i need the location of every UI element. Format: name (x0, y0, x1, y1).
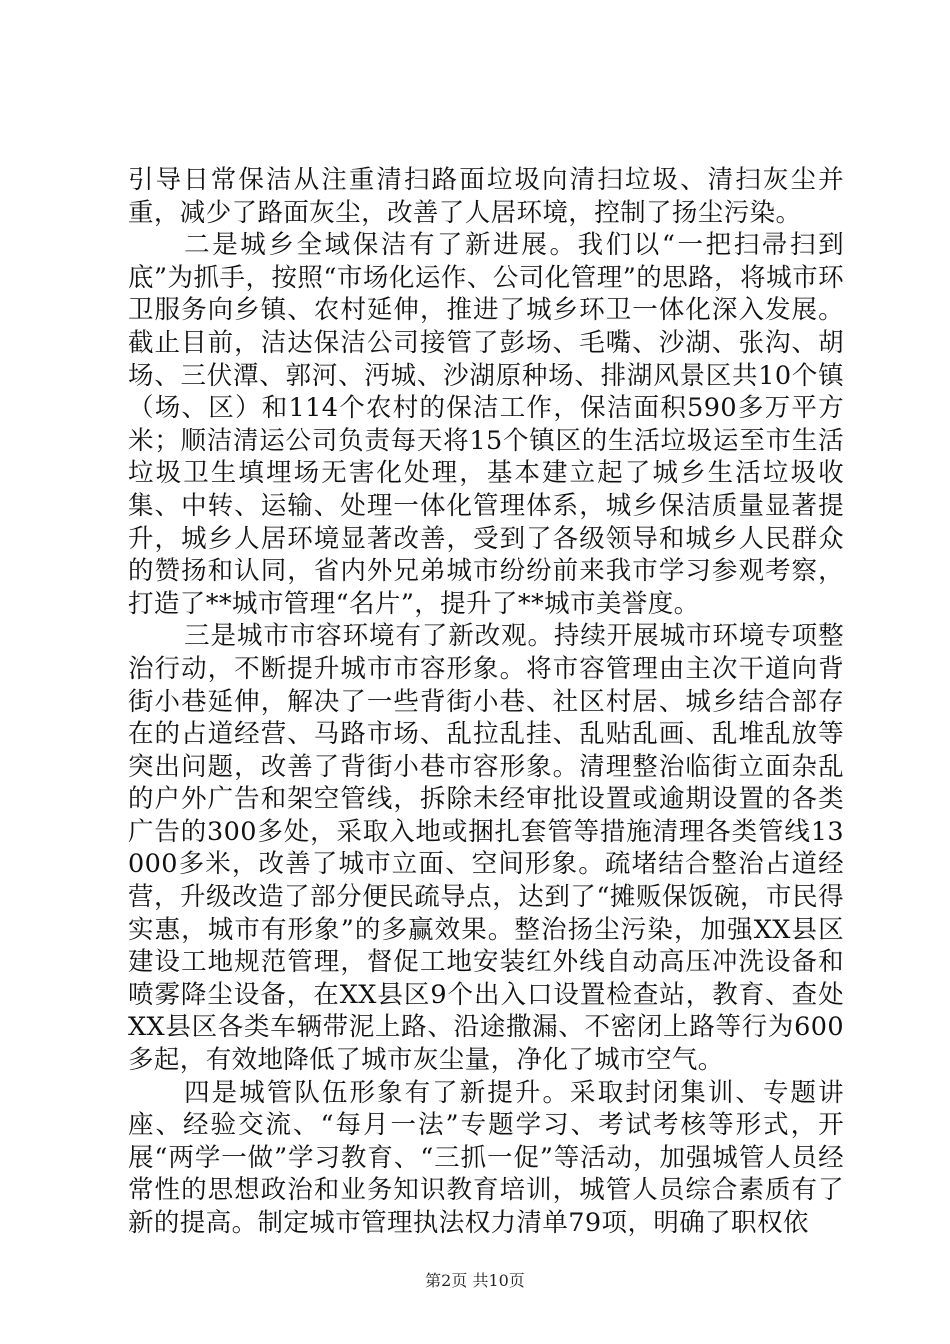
page-number-footer: 第2页 共10页 (425, 1271, 525, 1290)
paragraph-1: 引导日常保洁从注重清扫路面垃圾向清扫垃圾、清扫灰尘并重，减少了路面灰尘，改善了人居环境，控制了扬尘污染。 (128, 165, 844, 228)
document-body (128, 164, 844, 1240)
paragraph-2: 二是城乡全域保洁有了新进展。我们以“一把扫帚扫到底”为抓手，按照“市场化运作、公司化管理”的思路，将城市环卫服务向乡镇、农村延伸，推进了城乡环卫一体化深入发展。截止目前，洁达保洁公司接管了彭场、毛嘴、沙湖、张沟、胡场、三伏潭、郭河、沔城、沙湖原种场、排湖风景区共10个镇（场、区）和114个农村的保洁工作，保洁面积590多万平方米；顺洁清运公司负责每天将15个镇区的生活垃圾运至市生活垃圾卫生填埋场无害化处理，基本建立起了城乡生活垃圾收集、中转、运输、处理一体化管理体系，城乡保洁质量显著提升，城乡人居环境显著改善，受到了各级领导和城乡人民群众的赞扬和认同，省内外兄弟城市纷纷前来我市学习参观考察，打造了**城市管理“名片”，提升了**城市美誉度。 (128, 230, 844, 619)
paragraph-3: 三是城市市容环境有了新改观。持续开展城市环境专项整治行动，不断提升城市市容形象。将市容管理由主次干道向背街小巷延伸，解决了一些背街小巷、社区村居、城乡结合部存在的占道经营、马路市场、乱拉乱挂、乱贴乱画、乱堆乱放等突出问题，改善了背街小巷市容形象。清理整治临街立面杂乱的户外广告和架空管线，拆除未经审批设置或逾期设置的各类广告的300多处，采取入地或捆扎套管等措施清理各类管线13000多米，改善了城市立面、空间形象。疏堵结合整治占道经营，升级改造了部分便民疏导点，达到了“摊贩保饭碗，市民得实惠，城市有形象”的多赢效果。整治扬尘污染，加强XX县区建设工地规范管理，督促工地安装红外线自动高压冲洗设备和喷雾降尘设备，在XX县区9个出入口设置检查站，教育、查处XX县区各类车辆带泥上路、沿途撒漏、不密闭上路等行为600多起，有效地降低了城市灰尘量，净化了城市空气。 (128, 621, 844, 1076)
paragraph-4: 四是城管队伍形象有了新提升。采取封闭集训、专题讲座、经验交流、“每月一法”专题学习、考试考核等形式，开展“两学一做”学习教育、“三抓一促”等活动，加强城管人员经常性的思想政治和业务知识教育培训，城管人员综合素质有了新的提高。制定城市管理执法权力清单79项，明确了职权依 (128, 1077, 844, 1238)
